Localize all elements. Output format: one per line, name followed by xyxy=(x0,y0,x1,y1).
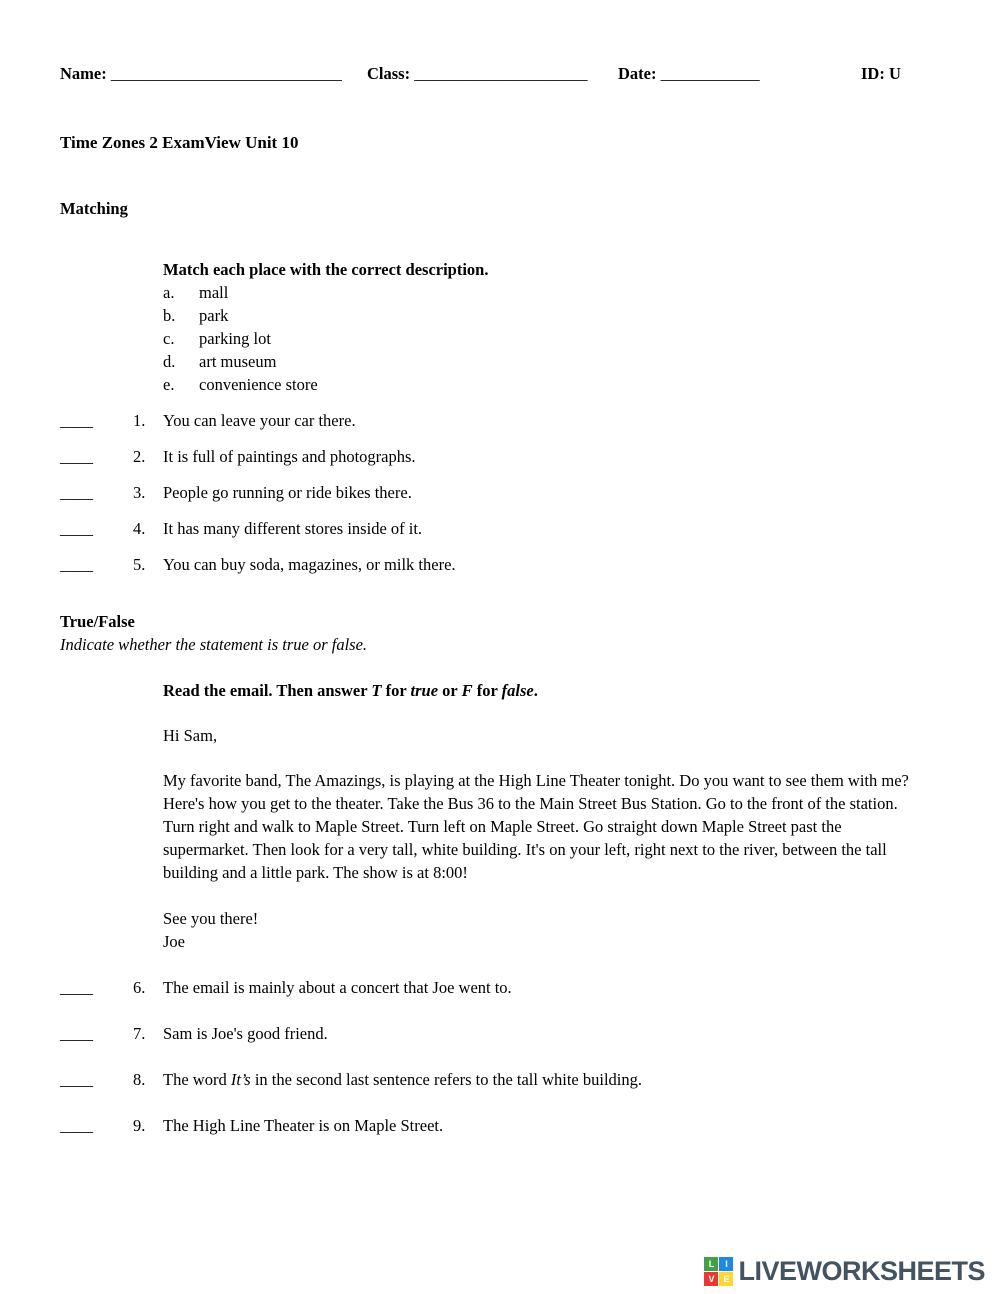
question-row xyxy=(60,554,940,576)
option-letter: a. xyxy=(163,283,175,302)
question-text: People go running or ride bikes there. xyxy=(163,483,412,502)
prompt-text: for xyxy=(381,681,411,700)
logo-square-l: L xyxy=(704,1257,718,1271)
answer-blank[interactable]: ____ xyxy=(60,978,93,997)
email-prompt xyxy=(163,679,940,702)
matching-option xyxy=(163,304,940,327)
header-date xyxy=(618,62,861,85)
question-number: 6. xyxy=(133,978,146,997)
question-number: 4. xyxy=(133,519,146,538)
option-letter: e. xyxy=(163,375,175,394)
prompt-t: T xyxy=(371,681,382,700)
question-text: It is full of paintings and photographs. xyxy=(163,447,416,466)
page-title: Time Zones 2 ExamView Unit 10 xyxy=(60,133,299,152)
question-row xyxy=(60,446,940,468)
matching-block xyxy=(163,258,940,396)
truefalse-header xyxy=(60,610,940,656)
liveworksheets-icon xyxy=(704,1257,733,1286)
name-blank[interactable]: ____________________________ xyxy=(110,64,342,83)
question-text: Sam is Joe's good friend. xyxy=(163,1024,328,1043)
truefalse-instruction: Indicate whether the statement is true or false. xyxy=(60,635,368,654)
matching-prompt: Match each place with the correct description. xyxy=(163,260,489,279)
class-blank[interactable]: _____________________ xyxy=(414,64,588,83)
question-text: You can buy soda, magazines, or milk there. xyxy=(163,555,456,574)
header xyxy=(60,62,940,85)
date-blank[interactable]: ____________ xyxy=(660,64,760,83)
liveworksheets-wordmark: LIVEWORKSHEETS xyxy=(738,1256,985,1286)
question-row xyxy=(60,410,940,432)
email-closing xyxy=(163,907,940,953)
option-letter: c. xyxy=(163,329,175,348)
matching-option xyxy=(163,281,940,304)
answer-blank[interactable]: ____ xyxy=(60,483,93,502)
question-row xyxy=(60,518,940,540)
question-number: 3. xyxy=(133,483,146,502)
prompt-false: false xyxy=(501,681,534,700)
matching-option xyxy=(163,350,940,373)
question-italic-word: It’s xyxy=(230,1070,251,1089)
option-text: parking lot xyxy=(199,329,271,348)
prompt-text: Read the email. Then answer xyxy=(163,681,372,700)
question-text: The High Line Theater is on Maple Street. xyxy=(163,1116,444,1135)
option-text: art museum xyxy=(199,352,277,371)
answer-blank[interactable]: ____ xyxy=(60,1024,93,1043)
question-row xyxy=(60,1023,940,1045)
logo-square-i: I xyxy=(719,1257,733,1271)
question-text: It has many different stores inside of it. xyxy=(163,519,423,538)
option-letter: b. xyxy=(163,306,176,325)
question-text: The email is mainly about a concert that Joe went to. xyxy=(163,978,512,997)
email-body: My favorite band, The Amazings, is playing at the High Line Theater tonight. Do you want to see them with me? Here's how you get to the theater. Take the Bus 36 to the Main Street Bus Station. Go to the front of the station. Turn right and walk to Maple Street. Turn left on Maple Street. Go straight down Maple Street past the supermarket. Then look for a very tall, white building. It's on your left, right next to the river, between the tall building and a little park. The show is at 8:00! xyxy=(163,771,909,882)
answer-blank[interactable]: ____ xyxy=(60,447,93,466)
question-text: The word It’s in the second last sentence refers to the tall white building. xyxy=(163,1070,643,1089)
logo-square-e: E xyxy=(719,1272,733,1286)
question-number: 1. xyxy=(133,411,146,430)
question-row xyxy=(60,482,940,504)
option-letter: d. xyxy=(163,352,176,371)
matching-questions xyxy=(60,410,940,576)
question-row xyxy=(60,1115,940,1137)
email-greeting: Hi Sam, xyxy=(163,726,218,745)
option-text: mall xyxy=(199,283,229,302)
question-number: 2. xyxy=(133,447,146,466)
prompt-text: for xyxy=(472,681,502,700)
email-closing-line: See you there! xyxy=(163,909,259,928)
header-class xyxy=(367,62,618,85)
question-number: 8. xyxy=(133,1070,146,1089)
option-text: convenience store xyxy=(199,375,318,394)
prompt-text: . xyxy=(533,681,538,700)
prompt-true: true xyxy=(410,681,439,700)
question-number: 5. xyxy=(133,555,146,574)
prompt-f: F xyxy=(461,681,473,700)
answer-blank[interactable]: ____ xyxy=(60,1116,93,1135)
truefalse-questions xyxy=(60,977,940,1137)
date-label: Date: xyxy=(618,64,657,83)
option-text: park xyxy=(199,306,229,325)
class-label: Class: xyxy=(367,64,411,83)
liveworksheets-logo[interactable] xyxy=(704,1257,985,1286)
header-name xyxy=(60,62,367,85)
answer-blank[interactable]: ____ xyxy=(60,555,93,574)
answer-blank[interactable]: ____ xyxy=(60,519,93,538)
logo-square-v: V xyxy=(704,1272,718,1286)
email-signature: Joe xyxy=(163,932,185,951)
matching-section-label: Matching xyxy=(60,199,128,218)
prompt-text: or xyxy=(438,681,462,700)
truefalse-section-label: True/False xyxy=(60,612,135,631)
question-text: You can leave your car there. xyxy=(163,411,356,430)
answer-blank[interactable]: ____ xyxy=(60,411,93,430)
question-number: 7. xyxy=(133,1024,146,1043)
name-label: Name: xyxy=(60,64,107,83)
question-row xyxy=(60,1069,940,1091)
matching-option xyxy=(163,327,940,350)
matching-option xyxy=(163,373,940,396)
question-number: 9. xyxy=(133,1116,146,1135)
id-label: ID: U xyxy=(861,64,901,83)
answer-blank[interactable]: ____ xyxy=(60,1070,93,1089)
question-row xyxy=(60,977,940,999)
